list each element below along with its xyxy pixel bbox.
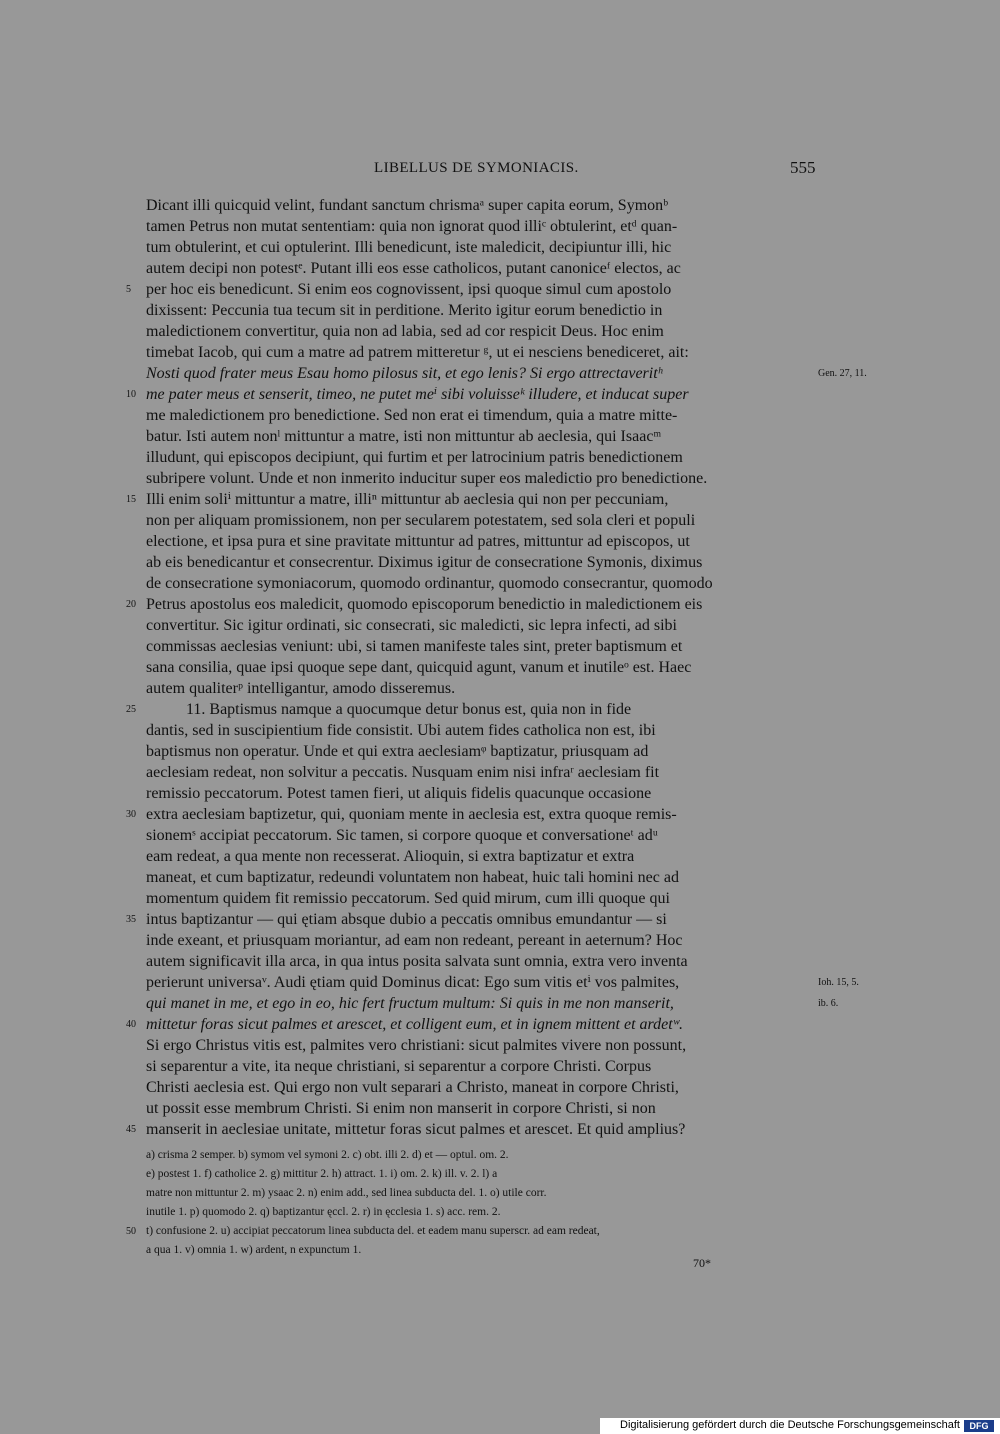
text-line: ab eis benedicantur et consecrentur. Diximus igitur de consecratione Symonis, diximus [146, 554, 703, 571]
text-line: baptismus non operatur. Unde et qui extra aeclesiamᵠ baptizatur, priusquam ad [146, 743, 649, 760]
funding-text: Digitalisierung gefördert durch die Deutsche Forschungsgemeinschaft [620, 1419, 960, 1431]
margin-note: Gen. 27, 11. [818, 368, 867, 379]
footnote-line: inutile 1. p) quomodo 2. q) baptizantur ęccl. 2. r) in ęcclesia 1. s) acc. rem. 2. [146, 1206, 501, 1218]
text-line: perierunt universaᵛ. Audi ętiam quid Dominus dicat: Ego sum vitis etⁱ vos palmites, [146, 974, 680, 991]
line-number: 20 [126, 599, 136, 610]
dfg-logo-icon[interactable]: DFG [964, 1420, 994, 1432]
footnote-line: matre non mittuntur 2. m) ysaac 2. n) enim add., sed linea subducta del. 1. o) utile corr. [146, 1187, 547, 1199]
text-line: eam redeat, a qua mente non recesserat. Alioquin, si extra baptizatur et extra [146, 848, 635, 865]
text-line: sionemˢ accipiat peccatorum. Sic tamen, si corpore quoque et conversationeᵗ adᵘ [146, 827, 658, 844]
text-line: mittetur foras sicut palmes et arescet, et colligent eum, et in ignem mittent et ardetʷ. [146, 1016, 683, 1033]
text-line: Si ergo Christus vitis est, palmites vero christiani: sicut palmites vivere non possunt, [146, 1037, 687, 1054]
text-line: timebat Iacob, qui cum a matre ad patrem mitteretur ᵍ, ut ei nesciens benediceret, ait: [146, 344, 689, 361]
footnote-line: e) postest 1. f) catholice 2. g) mittitur 2. h) attract. 1. i) om. 2. k) ill. v. 2. l) a [146, 1168, 498, 1180]
footnote-line: a) crisma 2 semper. b) symom vel symoni 2. c) obt. illi 2. d) et — optul. om. 2. [146, 1149, 509, 1161]
text-line: non per aliquam promissionem, non per secularem potestatem, sed sola cleri et populi [146, 512, 696, 529]
text-line: per hoc eis benedicunt. Si enim eos cognovissent, ipsi quoque simul cum apostolo [146, 281, 672, 298]
text-line: tamen Petrus non mutat sententiam: quia non ignorat quod illiᶜ obtulerint, etᵈ quan- [146, 218, 678, 235]
text-line: ut possit esse membrum Christi. Si enim non manserit in corpore Christi, si non [146, 1100, 656, 1117]
text-line: Petrus apostolus eos maledicit, quomodo episcoporum benedictio in maledictionem eis [146, 596, 703, 613]
footnote-line: t) confusione 2. u) accipiat peccatorum linea subducta del. et eadem manu superscr. ad eam redeat, [146, 1225, 600, 1237]
margin-note: Ioh. 15, 5. [818, 977, 859, 988]
line-number: 45 [126, 1124, 136, 1135]
signature-mark: 70* [693, 1256, 711, 1270]
text-line: electione, et ipsa pura et sine pravitate mittuntur ad patres, mittuntur ad episcopos, ut [146, 533, 690, 550]
funding-footer [600, 1418, 1000, 1434]
footnote-line: a qua 1. v) omnia 1. w) ardent, n expunctum 1. [146, 1244, 362, 1256]
text-line: sana consilia, quae ipsi quoque sepe dant, quicquid agunt, vanum et inutileᵒ est. Haec [146, 659, 692, 676]
margin-note: ib. 6. [818, 998, 839, 1009]
text-line: tum obtulerint, et cui optulerint. Illi benedicunt, iste maledicit, decipiuntur illi, hic [146, 239, 672, 256]
line-number: 40 [126, 1019, 136, 1030]
text-line: Nosti quod frater meus Esau homo pilosus sit, et ego lenis? Si ergo attrectaveritʰ [146, 365, 663, 382]
line-number: 10 [126, 389, 136, 400]
text-line: de consecratione symoniacorum, quomodo ordinantur, quomodo consecrantur, quomodo [146, 575, 713, 592]
text-line: Illi enim soliⁱ mittuntur a matre, illiⁿ mittuntur ab aeclesia qui non per peccuniam, [146, 491, 669, 508]
line-number: 30 [126, 809, 136, 820]
text-line: 11. Baptismus namque a quocumque detur bonus est, quia non in fide [186, 701, 632, 718]
text-line: me pater meus et senserit, timeo, ne putet meⁱ sibi voluisseᵏ illudere, et inducat super [146, 386, 689, 403]
line-number: 15 [126, 494, 136, 505]
text-line: convertitur. Sic igitur ordinati, sic consecrati, sic maledicti, sic lepra infecti, ad sibi [146, 617, 677, 634]
text-line: aeclesiam redeat, non solvitur a peccatis. Nusquam enim nisi infraʳ aeclesiam fit [146, 764, 660, 781]
line-number: 25 [126, 704, 136, 715]
line-number: 5 [126, 284, 131, 295]
text-line: si separentur a vite, ita neque christiani, si separentur a corpore Christi. Corpus [146, 1058, 652, 1075]
text-line: dantis, sed in suscipientium fide consistit. Ubi autem fides catholica non est, ibi [146, 722, 656, 739]
text-line: autem qualiterᵖ intelligantur, amodo disseremus. [146, 680, 456, 697]
text-line: commissas aeclesias veniunt: ubi, si tamen manifeste tales sint, preter baptismum et [146, 638, 683, 655]
text-line: qui manet in me, et ego in eo, hic fert fructum multum: Si quis in me non manserit, [146, 995, 674, 1012]
text-line: intus baptizantur — qui ętiam absque dubio a peccatis omnibus emundantur — si [146, 911, 667, 928]
text-line: maledictionem convertitur, quia non ad labia, sed ad cor respicit Deus. Hoc enim [146, 323, 664, 340]
text-line: inde exeant, et priusquam moriantur, ad eam non redeant, pereant in aeternum? Hoc [146, 932, 683, 949]
text-line: subripere volunt. Unde et non inmerito inducitur super eos maledictio pro benedictione. [146, 470, 708, 487]
text-line: batur. Isti autem nonˡ mittuntur a matre, isti non mittuntur ab aeclesia, qui Isaacᵐ [146, 428, 662, 445]
text-line: remissio peccatorum. Potest tamen fieri, ut aliquis fidelis quacunque occasione [146, 785, 652, 802]
text-line: maneat, et cum baptizatur, redeundi voluntatem non habeat, huic tali homini nec ad [146, 869, 679, 886]
text-line: me maledictionem pro benedictione. Sed non erat ei timendum, quia a matre mitte- [146, 407, 678, 424]
line-number: 35 [126, 914, 136, 925]
text-line: manserit in aeclesiae unitate, mittetur foras sicut palmes et arescet. Et quid amplius? [146, 1121, 686, 1138]
running-title: LIBELLUS DE SYMONIACIS. [374, 160, 579, 176]
footnote-line-number: 50 [126, 1226, 136, 1237]
text-line: momentum quidem fit remissio peccatorum. Sed quid mirum, cum illi quoque qui [146, 890, 670, 907]
page-number: 555 [790, 158, 816, 177]
text-line: illudunt, qui episcopos decipiunt, qui furtim et per latrocinium patris benedictionem [146, 449, 683, 466]
text-line: dixissent: Peccunia tua tecum sit in perditione. Merito igitur eorum benedictio in [146, 302, 663, 319]
text-line: Dicant illi quicquid velint, fundant sanctum chrismaᵃ super capita eorum, Symonᵇ [146, 197, 669, 214]
text-line: extra aeclesiam baptizetur, qui, quoniam mente in aeclesia est, extra quoque remis- [146, 806, 677, 823]
text-line: autem decipi non potestᵉ. Putant illi eos esse catholicos, putant canoniceᶠ electos, ac [146, 260, 681, 277]
text-line: Christi aeclesia est. Qui ergo non vult separari a Christo, maneat in corpore Christi, [146, 1079, 679, 1096]
text-line: autem significavit illa arca, in qua intus posita salvata sunt omnia, extra vero inventa [146, 953, 688, 970]
